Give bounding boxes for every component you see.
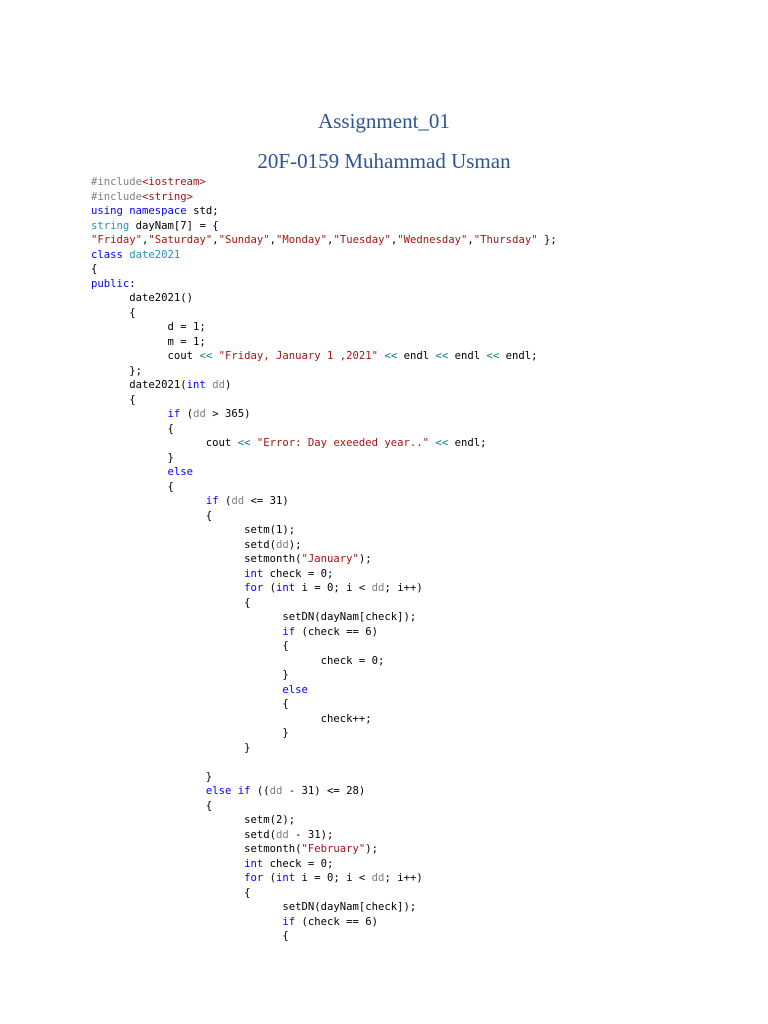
code-line [91, 552, 741, 567]
code-line [91, 871, 741, 886]
code-line [91, 523, 741, 538]
code-token: { [91, 640, 289, 652]
code-token: "Tuesday" [333, 234, 391, 246]
code-line [91, 190, 741, 205]
code-token: << [384, 350, 398, 362]
code-line [91, 175, 741, 190]
code-line [91, 625, 741, 640]
code-token: , [212, 234, 219, 246]
code-token: "Thursday" [473, 234, 538, 246]
code-token: } [91, 770, 213, 783]
code-line [91, 335, 741, 350]
code-token [91, 626, 282, 638]
code-token: using [91, 205, 123, 217]
code-token: if [167, 408, 181, 420]
code-token: setm(1); [91, 524, 296, 536]
code-token: dd [371, 582, 385, 594]
code-token: ; i++) [384, 872, 423, 884]
code-token: check = 0; [263, 857, 334, 870]
code-token: int [186, 379, 206, 391]
code-token: date2021 [129, 248, 181, 261]
code-token: { [91, 799, 213, 812]
code-token: int [275, 872, 296, 884]
code-line [91, 291, 741, 306]
code-token: endl; [448, 437, 487, 449]
code-token [91, 568, 244, 580]
code-token: "Sunday" [218, 234, 270, 246]
code-token: { [91, 480, 174, 493]
code-token: if [237, 785, 251, 797]
code-line [91, 842, 741, 857]
code-token: } [91, 727, 289, 739]
code-line [91, 770, 741, 785]
code-line [91, 567, 741, 582]
code-token [91, 872, 244, 884]
code-token: check = 0; [91, 654, 385, 667]
code-token: , [269, 234, 277, 246]
code-token: <iostream> [142, 176, 206, 188]
code-token [91, 858, 244, 870]
code-line [91, 900, 741, 915]
code-token: << [435, 437, 449, 449]
code-token: , [142, 234, 149, 246]
code-token: << [199, 350, 213, 362]
code-token: ( [180, 408, 194, 420]
code-line [91, 929, 741, 944]
code-token: - 31) <= 28) [282, 785, 366, 797]
code-token: ); [365, 843, 379, 855]
code-token: "Wednesday" [397, 234, 468, 246]
document-title: Assignment_01 [318, 109, 450, 133]
code-token: check++; [91, 712, 372, 725]
code-token: date2021() [91, 292, 194, 304]
code-line [91, 886, 741, 901]
code-line [91, 857, 741, 872]
code-line [91, 407, 741, 422]
code-token: d = 1; [91, 321, 206, 333]
code-token: } [91, 669, 289, 681]
code-token: for [244, 872, 264, 884]
code-line [91, 668, 741, 683]
code-token: #include [91, 176, 143, 188]
code-token: "Monday" [276, 234, 328, 246]
code-line [91, 813, 741, 828]
code-token: setd( [91, 828, 276, 841]
code-token: (check == 6) [295, 625, 379, 638]
code-line [91, 639, 741, 654]
code-line [91, 277, 741, 292]
code-token: << [486, 350, 500, 362]
code-line [91, 799, 741, 814]
code-block [91, 175, 741, 944]
code-line [91, 784, 741, 799]
code-token: (( [250, 785, 270, 797]
code-token: else [282, 683, 308, 696]
code-token: }; [91, 364, 143, 377]
code-line [91, 248, 741, 263]
code-token: std; [186, 205, 219, 217]
code-token: setm(2); [91, 814, 296, 826]
code-token: dd [231, 495, 245, 507]
code-token: << [237, 437, 251, 449]
code-token: ( [263, 582, 276, 594]
code-token: setd( [91, 538, 276, 551]
code-token: i = 0; i < [295, 582, 372, 594]
code-token: class [91, 248, 123, 261]
code-token: { [91, 509, 213, 522]
code-token: { [91, 393, 136, 406]
code-token: dayNam[7] = { [129, 219, 219, 232]
code-token: setDN(dayNam[check]); [91, 901, 417, 913]
code-line [91, 480, 741, 495]
code-token: }; [537, 234, 557, 246]
code-token: dd [275, 828, 289, 841]
code-token: public [91, 277, 130, 290]
code-token: int [275, 582, 296, 594]
code-token: { [91, 263, 98, 275]
code-token: for [244, 582, 264, 594]
code-token: if [282, 915, 296, 928]
code-line [91, 422, 741, 437]
code-token [91, 785, 206, 797]
code-token: << [435, 350, 449, 362]
code-token: (check == 6) [295, 915, 379, 928]
code-line [91, 233, 741, 248]
code-token: string [91, 219, 130, 232]
code-token [91, 408, 168, 420]
code-line [91, 538, 741, 553]
code-token: ) [224, 379, 232, 391]
code-token [91, 916, 282, 928]
code-token [91, 466, 168, 478]
code-line [91, 306, 741, 321]
code-token: { [91, 886, 251, 899]
code-token: { [91, 422, 174, 435]
code-token: namespace [129, 205, 187, 217]
code-token: m = 1; [91, 335, 206, 348]
code-line [91, 610, 741, 625]
code-line [91, 494, 741, 509]
code-token: { [91, 306, 136, 319]
code-token: "February" [301, 843, 366, 855]
code-line [91, 465, 741, 480]
code-token [91, 495, 206, 507]
code-token: setmonth( [91, 553, 302, 565]
code-token [91, 684, 282, 696]
code-token: "Saturday" [148, 234, 213, 246]
code-token: { [91, 596, 251, 609]
code-token: i = 0; i < [295, 872, 372, 884]
code-token: ); [358, 553, 372, 565]
code-line [91, 915, 741, 930]
code-token: #include [91, 190, 143, 203]
code-token: cout [91, 350, 200, 362]
code-line [91, 581, 741, 596]
code-token: int [244, 857, 264, 870]
code-line [91, 451, 741, 466]
code-token: "January" [301, 553, 359, 565]
code-token: dd [193, 408, 206, 420]
code-token: ( [263, 872, 276, 884]
code-token: check = 0; [263, 567, 334, 580]
code-line [91, 378, 741, 393]
code-token: dd [212, 379, 225, 391]
code-token: <= 31) [244, 495, 289, 507]
code-line [91, 697, 741, 712]
code-token: "Error: Day exeeded year.." [256, 437, 430, 449]
code-token: if [205, 495, 219, 507]
code-token: : [129, 277, 136, 290]
code-token: int [244, 567, 264, 580]
code-token: ); [288, 538, 302, 551]
code-line [91, 596, 741, 611]
code-line [91, 712, 741, 727]
code-token: endl [448, 350, 487, 362]
code-token: dd [275, 538, 289, 551]
code-line [91, 828, 741, 843]
code-line [91, 436, 741, 451]
code-token: { [91, 930, 289, 942]
code-line [91, 726, 741, 741]
code-token [91, 582, 244, 594]
code-token: cout [91, 437, 238, 449]
code-line [91, 204, 741, 219]
code-token: "Friday, January 1 ,2021" [218, 350, 379, 362]
code-token: } [91, 741, 251, 754]
code-token: } [91, 451, 174, 464]
code-line [91, 262, 741, 277]
code-token: ( [218, 495, 232, 507]
code-line [91, 741, 741, 756]
code-token: endl [397, 350, 436, 362]
code-line [91, 364, 741, 379]
code-token: dd [269, 785, 283, 797]
code-token: if [282, 625, 296, 638]
code-line [91, 755, 741, 770]
code-token: , [327, 234, 334, 246]
code-token: "Friday" [91, 234, 143, 246]
code-token: else [205, 785, 232, 797]
code-token: , [390, 234, 398, 246]
code-token: dd [371, 872, 385, 884]
code-line [91, 654, 741, 669]
code-line [91, 683, 741, 698]
author-line: 20F-0159 Muhammad Usman [257, 149, 511, 173]
code-token: , [467, 234, 474, 246]
code-token: endl; [499, 350, 538, 362]
code-token: setDN(dayNam[check]); [91, 611, 417, 623]
code-line [91, 509, 741, 524]
code-line [91, 349, 741, 364]
code-line [91, 320, 741, 335]
code-token: date2021( [91, 379, 187, 391]
code-token: - 31); [288, 828, 334, 841]
code-line [91, 219, 741, 234]
code-token: { [91, 698, 289, 710]
code-token: else [167, 466, 194, 478]
code-token: > 365) [205, 408, 251, 420]
code-token: ; i++) [384, 582, 423, 594]
code-line [91, 393, 741, 408]
code-token: setmonth( [91, 843, 302, 855]
code-token: <string> [142, 190, 194, 203]
